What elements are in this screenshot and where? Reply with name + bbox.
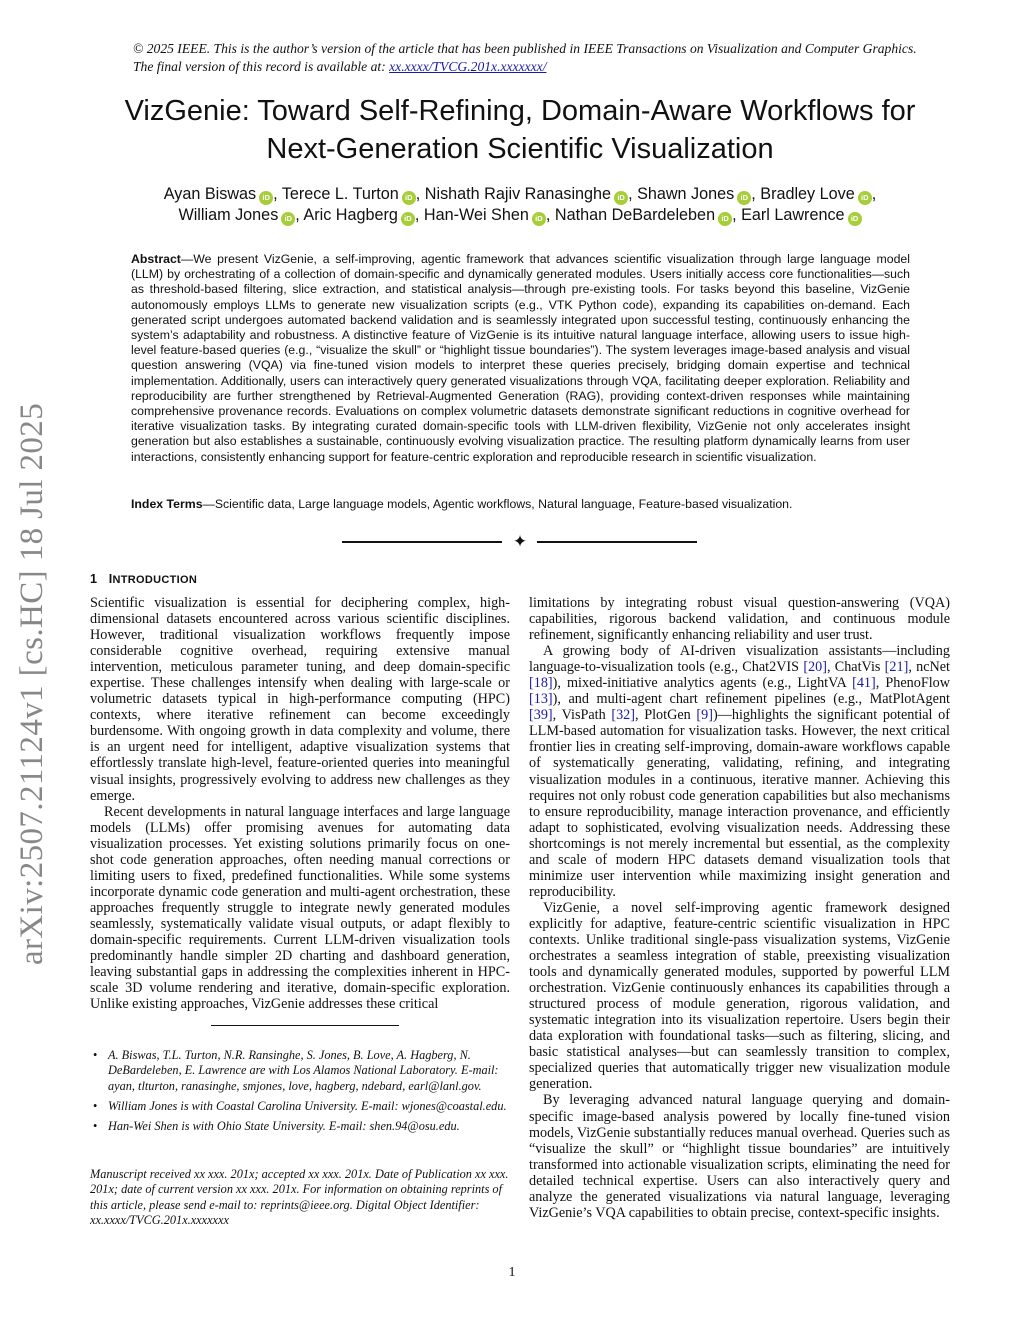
footnote-item: [90, 1119, 510, 1134]
author-name: Terece L. Turton: [281, 185, 399, 203]
abstract: [131, 252, 910, 465]
paragraph: [529, 643, 950, 900]
bullet: •: [93, 1119, 98, 1134]
copyright-text: © 2025 IEEE. This is the author’s version of the article that has been published in IEEE Transactions on Visualization and Computer Graphics. The final version of this record is available at:: [133, 41, 917, 74]
text-run: )—highlights the significant potential of LLM-based automation for visualization tasks. However, the next critical frontier lies in creating self-improving, domain-aware workflows capable of systematically generating, validating, refining, and integrating visualization modules in a continuous, iterative manner. Achieving this requires not only robust code generation capabilities but also mechanisms to ensure reproducibility, manage interaction provenance, and efficiently adapt to sophisticated, evolving visualization needs. Addressing these shortcomings is not merely incremental but essential, as the complexity and scale of modern HPC datasets demand visualization tools that minimize user intervention while maximizing insight generation and reproducibility.: [529, 707, 950, 900]
author-name: Nathan DeBardeleben: [554, 206, 716, 224]
title-line-2: Next-Generation Scientific Visualization: [266, 133, 774, 165]
orcid-icon[interactable]: iD: [718, 212, 732, 226]
section-heading: [90, 572, 197, 586]
text-run: , ncNet: [908, 659, 950, 676]
author-name: Shawn Jones: [637, 185, 735, 203]
divider-star-icon: ✦: [512, 532, 528, 551]
author-name: Ayan Biswas: [163, 185, 257, 203]
index-terms: [131, 497, 910, 512]
section-divider: [342, 532, 697, 552]
text-run: A growing body of AI-driven visualization assistants—including language-to-visualization tools (e.g., Chat2VIS: [529, 643, 950, 676]
text-run: , PlotGen: [635, 707, 697, 724]
footnote-rule: [211, 1025, 399, 1026]
page-number: 1: [508, 1265, 516, 1280]
paragraph: By leveraging advanced natural language querying and domain-specific image-based analysis powered by locally fine-tuned vision models, VizGenie substantially reduces manual overhead. Queries such as “visualize the skull” or “highlight tissue boundaries” are intuitively transformed into actionable visualization scripts, eliminating the need for detailed technical expertise. Users can also interactively query and analyze the generated visualizations via natural language, leveraging VizGenie’s VQA capabilities to obtain precise, context-specific insights.: [529, 1092, 950, 1221]
orcid-icon[interactable]: iD: [848, 212, 862, 226]
index-terms-label: Index Terms: [131, 497, 203, 511]
bullet: •: [93, 1098, 98, 1113]
text-run: ), and multi-agent chart refinement pipelines (e.g., MatPlotAgent: [552, 691, 950, 708]
citation-link[interactable]: [39]: [529, 707, 553, 724]
citation-link[interactable]: [18]: [529, 675, 553, 692]
doi-link[interactable]: xx.xxxx/TVCG.201x.xxxxxxx/: [389, 59, 547, 74]
left-column: [90, 595, 510, 1012]
manuscript-info: Manuscript received xx xxx. 201x; accepted xx xxx. 201x. Date of Publication xx xxx. 201x; date of current version xx xxx. 201x. For information on obtaining reprints of this article, please send e-mail to: reprints@ieee.org. Digital Object Identifier: xx.xxxx/TVCG.201x.xxxxxxx: [90, 1167, 509, 1227]
orcid-icon[interactable]: iD: [614, 191, 628, 205]
bullet: •: [93, 1048, 98, 1062]
citation-link[interactable]: [9]: [696, 707, 713, 724]
abstract-label: Abstract: [131, 252, 181, 266]
author-name: William Jones: [178, 206, 279, 224]
text-run: , VisPath: [552, 707, 612, 724]
citation-link[interactable]: [32]: [611, 707, 635, 724]
footnote-text: A. Biswas, T.L. Turton, N.R. Ransinghe, S. Jones, B. Love, A. Hagberg, N. DeBardeleben, E. Lawrence are with Los Alamos National Laboratory. E-mail: ayan, tlturton, ranasinghe, smjones, love, hagberg, ndebard, earl@lanl.gov.: [108, 1048, 499, 1093]
index-terms-text: —Scientific data, Large language models, Agentic workflows, Natural language, Feature-based visualization.: [202, 497, 793, 511]
section-title-initial: I: [108, 572, 113, 586]
title-line-1: VizGenie: Toward Self-Refining, Domain-Aware Workflows for: [124, 95, 916, 127]
orcid-icon[interactable]: iD: [737, 191, 751, 205]
citation-link[interactable]: [41]: [852, 675, 876, 692]
footnote-item: [90, 1099, 510, 1114]
author-name: Han-Wei Shen: [423, 206, 529, 224]
citation-link[interactable]: [20]: [803, 659, 827, 676]
author-name: Bradley Love: [760, 185, 855, 203]
author-name: Earl Lawrence: [741, 206, 845, 224]
section-title-rest: NTRODUCTION: [112, 574, 198, 586]
right-column: [529, 595, 950, 1221]
abstract-text: —We present VizGenie, a self-improving, agentic framework that advances scientific visualization through large language model (LLM) by orchestrating of a collection of domain-specific and dynamically generated modules. Users initially access core functionalities—such as threshold-based filtering, slice extraction, and statistical analysis—through pre-existing tools. For tasks beyond this baseline, VizGenie autonomously employs LLMs to generate new visualization scripts (e.g., VTK Python code), expanding its capabilities on-demand. Each generated script undergoes automated backend validation and is seamlessly integrated upon successful testing, continuously enhancing the system’s adaptability and robustness. A distinctive feature of VizGenie is its intuitive natural language interface, allowing users to issue high-level feature-based queries (e.g., “visualize the skull” or “highlight tissue boundaries”). The system leverages image-based analysis and visual question answering (VQA) via fine-tuned vision models to interpret these queries precisely, bridging domain expertise and technical implementation. Additionally, users can interactively query generated visualizations through VQA, facilitating deeper exploration. Reliability and reproducibility are further strengthened by Retrieval-Augmented Generation (RAG), providing context-driven responses while maintaining comprehensive provenance records. Evaluations on complex volumetric datasets demonstrate significant reductions in cognitive overhead for iterative visualization tasks. By integrating curated domain-specific tools with LLM-driven flexibility, VizGenie not only accelerates insight generation but also establishes a sustainable, continuously evolving visualization practice. The resulting platform dynamically learns from user interactions, consistently enhancing support for feature-centric exploration and reproducible research in scientific visualization.: [131, 252, 910, 464]
copyright-notice: [133, 40, 923, 76]
author-line-1: Ayan Biswas iD , Terece L. Turton iD , Nishath Rajiv Ranasinghe iD , Shawn Jones iD , Bradley Love iD ,: [163, 185, 877, 203]
paper-title: [90, 92, 950, 168]
footnote-item: [90, 1048, 510, 1094]
orcid-icon[interactable]: iD: [259, 191, 273, 205]
divider-line-left: [342, 541, 502, 543]
divider-line-right: [537, 541, 697, 543]
text-run: , PhenoFlow: [875, 675, 951, 692]
author-name: Nishath Rajiv Ranasinghe: [424, 185, 612, 203]
paragraph: limitations by integrating robust visual question-answering (VQA) capabilities, rigorous backend validation, and continuous module refinement, significantly enhancing reliability and user trust.: [529, 595, 950, 644]
orcid-icon[interactable]: iD: [281, 212, 295, 226]
orcid-icon[interactable]: iD: [532, 212, 546, 226]
citation-link[interactable]: [13]: [529, 691, 553, 708]
orcid-icon[interactable]: iD: [401, 212, 415, 226]
paragraph: VizGenie, a novel self-improving agentic framework designed explicitly for adaptive, feature-centric scientific visualization in HPC contexts. Unlike traditional single-pass visualization systems, VizGenie orchestrates a seamless integration of stable, preexisting visualization tools and dynamically generated modules, supported by powerful LLM orchestration. VizGenie continuously enhances its capabilities through a structured process of module generation, rigorous validation, and systematic integration into its visualization repertoire. Users begin their data exploration with foundational tasks—such as filtering, slicing, and basic statistical analyses—but can seamlessly transition to complex, specialized queries that automatically trigger new visualization module generation.: [529, 899, 950, 1093]
paragraph: Scientific visualization is essential for deciphering complex, high-dimensional datasets encountered across various scientific disciplines. However, traditional visualization workflows frequently impose considerable cognitive overhead, requiring extensive manual intervention, meticulous parameter tuning, and deep domain-specific expertise. These challenges intensify when dealing with large-scale or volumetric datasets typical in high-performance computing (HPC) contexts, where iterative refinement can become exceedingly burdensome. With ongoing growth in data complexity and volume, there is an urgent need for intelligent, adaptive visualization systems that effortlessly translate high-level, feature-oriented queries into meaningful visual insights, progressively evolving to address new challenges as they emerge.: [90, 595, 510, 804]
text-run: , ChatVis: [826, 659, 885, 676]
author-line-2: William Jones iD , Aric Hagberg iD , Han-Wei Shen iD , Nathan DeBardeleben iD , Earl Lawrence iD: [110, 205, 930, 226]
paragraph: Recent developments in natural language interfaces and large language models (LLMs) offer promising avenues for automating data visualization processes. Yet existing solutions primarily focus on one-shot code generation approaches, often needing manual corrections or limiting users to fixed, predefined functionalities. While some systems incorporate dynamic code generation and multi-agent orchestration, these approaches frequently struggle to integrate newly generated modules seamlessly, systematically validate visual outputs, or adapt flexibly to domain-specific requirements. Current LLM-driven visualization tools predominantly handle simpler 2D charting and dashboard generation, leaving substantial gaps in addressing the complexities inherent in HPC-scale 3D volume rendering and iterative, domain-specific exploration. Unlike existing approaches, VizGenie addresses these critical: [90, 803, 510, 1013]
arxiv-stamp: arXiv:2507.21124v1 [cs.HC] 18 Jul 2025: [14, 402, 50, 965]
orcid-icon[interactable]: iD: [402, 191, 416, 205]
text-run: ), mixed-initiative analytics agents (e.g., LightVA: [552, 675, 853, 692]
footnotes: [90, 1048, 510, 1139]
author-list: [110, 184, 930, 226]
section-number: 1: [90, 572, 98, 586]
orcid-icon[interactable]: iD: [858, 191, 872, 205]
footnote-text: Han-Wei Shen is with Ohio State University. E-mail: shen.94@osu.edu.: [108, 1119, 460, 1134]
author-name: Aric Hagberg: [303, 206, 398, 224]
footnote-text: William Jones is with Coastal Carolina University. E-mail: wjones@coastal.edu.: [108, 1098, 507, 1113]
citation-link[interactable]: [21]: [884, 659, 909, 676]
